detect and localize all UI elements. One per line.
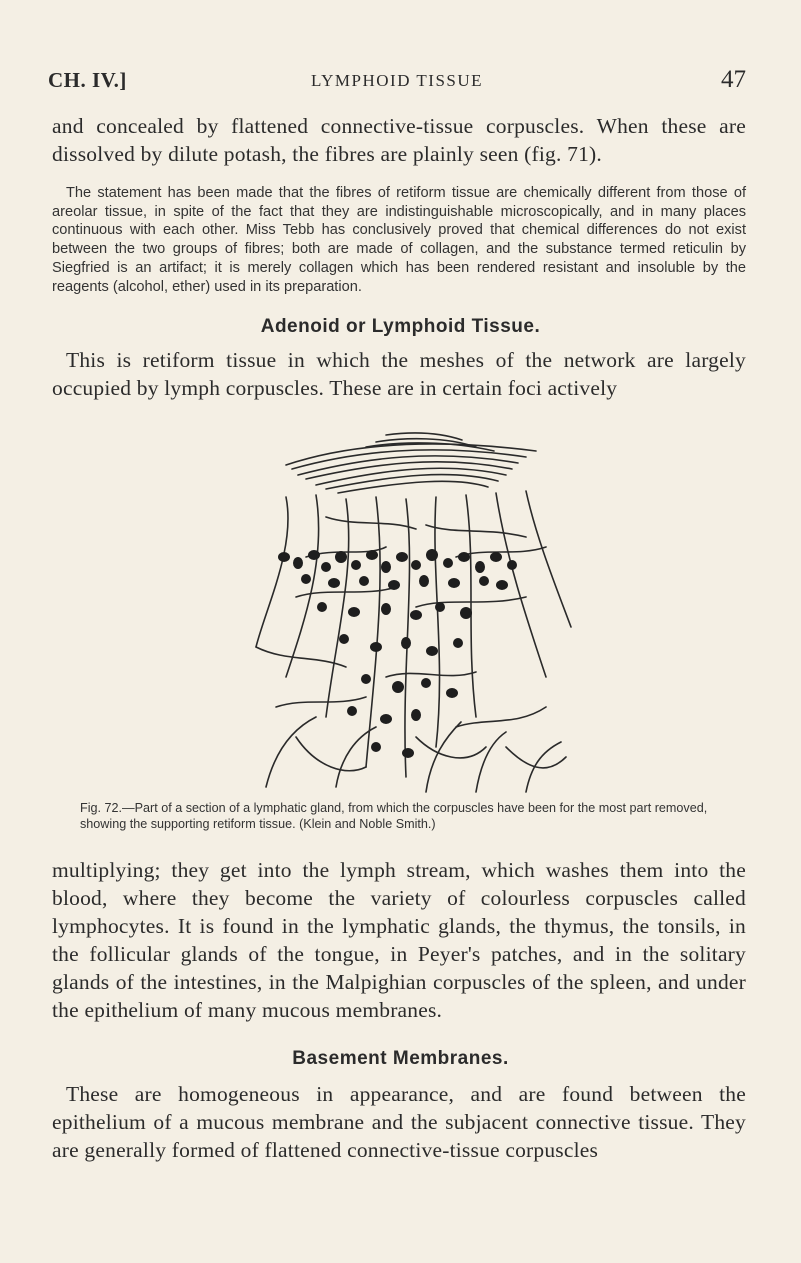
figure-72-retiform-tissue	[226, 407, 586, 795]
section-heading-basement: Basement Membranes.	[292, 1048, 509, 1069]
paragraph-adenoid-intro: This is retiform tissue in which the meshes of the network are largely occupied by lymph corpuscles. These are in certain foci actively	[52, 348, 746, 400]
section-heading-adenoid: Adenoid or Lymphoid Tissue.	[260, 316, 541, 337]
paragraph-basement-membranes: These are homogeneous in appearance, and are found between the epithelium of a mucous membrane and the subjacent connective tissue. They are generally formed of flattened connective-tissue corpuscles	[52, 1082, 746, 1162]
page-number: 47	[721, 66, 746, 93]
figure-caption: Fig. 72.—Part of a section of a lymphatic gland, from which the corpuscles have been for the most part removed, showing the supporting retiform tissue. (Klein and Noble Smith.)	[80, 801, 708, 831]
paragraph-lymphocytes: multiplying; they get into the lymph stream, which washes them into the blood, where they become the variety of colourless corpuscles called lymphocytes. It is found in the lymphatic glands, the thymus, the tonsils, in the follicular glands of the tongue, in Peyer's patches, and in the solitary glands of the intestines, in the Malpighian corpuscles of the spleen, and under the epithelium of many mucous membranes.	[52, 858, 746, 1022]
paragraph-small-print: The statement has been made that the fibres of retiform tissue are chemically different from those of areolar tissue, in spite of the fact that they are indistinguishable microscopically, and in many places continuous with each other. Miss Tebb has conclusively proved that chemical differences do not exist between the two groups of fibres; both are made of collagen, and the substance termed reticulin by Siegfried is an artifact; it is merely collagen which has been rendered resistant and insoluble by the reagents (alcohol, ether) used in its preparation.	[52, 185, 746, 295]
paragraph-continued: and concealed by flattened connective-tissue corpuscles. When these are dissolved by dilute potash, the fibres are plainly seen (fig. 71).	[52, 114, 746, 166]
chapter-label: CH. IV.]	[48, 68, 127, 92]
running-header	[48, 68, 746, 96]
running-title: LYMPHOID TISSUE	[310, 71, 484, 90]
